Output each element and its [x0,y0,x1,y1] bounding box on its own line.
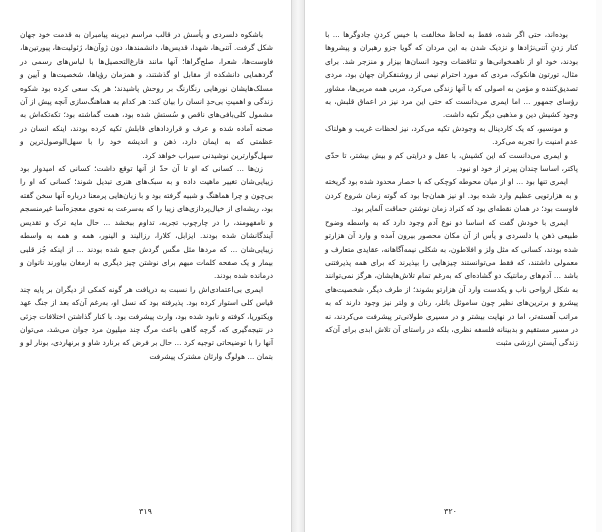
book-gutter [292,0,304,532]
left-paragraph-1: باشکوه دلسردی و یأسش در قالب مراسم دیرینه پیامبران به قدمت خود جهان شکل گرفت. آتنی‌ها، شهدا، قدیس‌ها، دانشمندها، دون ژوآن‌ها، ژئولیت‌ها، پیورتین‌ها، فاوست‌ها، شعرا، صلح‌گراها؛ آنها مانند فارغ‌التحصیل‌ها با لباس‌های رسمی در گردهمایی دانشکده از مقابل او گذشتند، و همزمان رؤیاها، شخصیت‌ها و آیین و مسلک‌هایشان نورهایی رنگارنگ بر روحش پاشیدند؛ هر یک سعی کرده بود شکوه زندگی و اهمیتِ بی‌حدِ انسان را بیان کند: هر کدام به هماهنگ‌سازی آنچه پیش از آن مشمول کلی‌بافی‌های ناقص و سُستش شده بود، همت گماشته بود؛ تکه‌تکه‌اش به صحنه آماده شده و عرف و قراردادهای قابلش تکیه کرده بودند، اینکه انسان در عظمتی که به ایمان دارد، ذهن و اندیشه خود را با سهل‌الوصول‌ترین و سهل‌گوارترین نوشیدنی سیراب خواهد کرد. [20,30,273,160]
right-page-number: ۳۲۰ [444,507,457,516]
left-paragraph-2: زن‌ها ... کسانی که او تا آن حدّ از آنها توقع داشت؛ کسانی که امیدوار بود زیبایی‌شان تغییر ماهیت داده و به سبک‌های هنری تبدیل شوند؛ کسانی که او را بی‌چون و چرا هماهنگ و شبیه گرفته بود و با زبان‌هایی پرمعنا درباره آنها سخن گفته بود، ریشه‌ای از خیال‌پردازی‌های زیبا را که به‌سرعت به نحوی معجزه‌آسا غیرمنسجم و نامفهومند، را در چارچوب تجربه، تداوم ببخشد ... حال مایه ترک و تقدیس آیندگانشان شده بودند. ایزابل، کلارا، رزالیند و الینور، همه و همه به واسطه زیبایی‌شان ... که مردها مثل مگس گردش جمع شده بودند ... از اینکه جُز قلبی بیمار و یک صفحه کلمات مبهم برای نوشتن چیز دیگری به ارمغان بیاورند ناتوان و درمانده شده بودند. [20,164,273,281]
left-page-number: ۳۱۹ [139,507,152,516]
right-paragraph-3: و ایمری می‌دانست که این کشیش، با عقل و درایتی کم و بیش بیشتر، تا حدّی پاکتر، اساسا چندان پیرتر از خود او نبود. [325,150,578,174]
right-paragraph-5: ایمری با خودش گفت که اساسا دو نوع آدم وجود دارد که به واسطه وضوح طبیعی ذهن یا دلسردی و یأس از آن مکان محصور بیرون آمده و وارد آن هزارتو شده بودند، کسانی که مثل ولز و افلاطون، به شکلی نیمه‌آگاهانه، عقایدی متعارف و معمولی داشتند، که فقط می‌توانستند چیزهایی را بپذیرند که برای همه پذیرفتنی باشد ... آدم‌های رمانتیک دو گشاده‌ای که به‌رغم تمام تلاش‌هایشان، هرگز نمی‌توانند به شکل ارواحی ناب و یکدست وارد آن هزارتو بشوند؛ از طرف دیگر، شخصیت‌های پیشرو و برترین‌های نظیر چون ساموئل باتلر، رنان و ولتر نیز وجود دارند که به مراتب آهسته‌تر، اما در نهایت بیشتر و در مسیری طولانی‌تر پیشرفت می‌کردند، نه در مسیر مستقیم و بدبینانه فلسفه نظری، بلکه در راستای آن تلاش ابدی برای آن‌که زندگی آیستن ارزشی مثبت [325,217,578,348]
right-page-text [325,28,578,350]
left-page [0,0,292,532]
left-paragraph-3: ایمری بی‌اعتمادی‌اش را نسبت به دریافت هر گونه کمکی از دیگران بر پایه چند قیاس کلی استوار کرده بود. پذیرفته بود که نسل او، به‌رغم آن‌که بعد از جنگ عهد ویکتوریا، کوفته و نابود شده بود، وارث پیشرفت بود. با کنار گذاشتن اختلافات جزئی در نتیجه‌گیری که، گرچه گاهی باعث مرگ چند میلیون مرد جوان می‌شد، می‌توان آنها را با توضیحاتی توجیه کرد ... حال بر فرض که برنارد شاو و برنهاردی، بونار لو و بتمان ... هولوگ وارثان مشترک پیشرفت [20,284,273,361]
right-paragraph-1: بوده‌اند، حتی اگر شده، فقط به لحاظ مخالفت با خیس کردنِ جادوگرها ... با کنار زدنِ آتنی‌نژادها و نزدیک شدن به این مردان که گویا جزو رهبران و پیشروها بودند، خود او از ناهمخوانی‌ها و تناقضات وجود انسان‌ها بیزار و منزجر شد. برای مثال، تورتون هانکوک، مردی که مورد احترام نیمی از روشنفکران جهان بود، مردی تصدیق‌کننده و مؤمن به اصولی که با آنها زندگی می‌کرد، مربی همه مربی‌ها، مشاور رؤسای جمهور ... اما ایمری می‌دانست که حتی این مرد نیز در اعماق قلبش، به وجود کشیش دین و مذهبی دیگر تکیه داشت. [325,30,578,120]
right-paragraph-2: و مونسیو، که یک کاردینال به وجودش تکیه می‌کرد، نیز لحظات غریب و هولناک عدم امنیت را تجربه می‌کرد. [325,123,578,147]
left-page-text [20,28,273,363]
right-page [304,0,596,532]
right-paragraph-4: ایمری تنها بود ... او از میان محوطه کوچکی که با حصار محدود شده بود گریخته و به هزارتویی عظیم وارد شده بود. او نیز همان‌جا بود که گوته زمان شروع کردن فاوست بود؛ در همان نقطه‌ای بود که کنراد زمان نوشتن حماقت آلمایر بود. [325,177,578,214]
